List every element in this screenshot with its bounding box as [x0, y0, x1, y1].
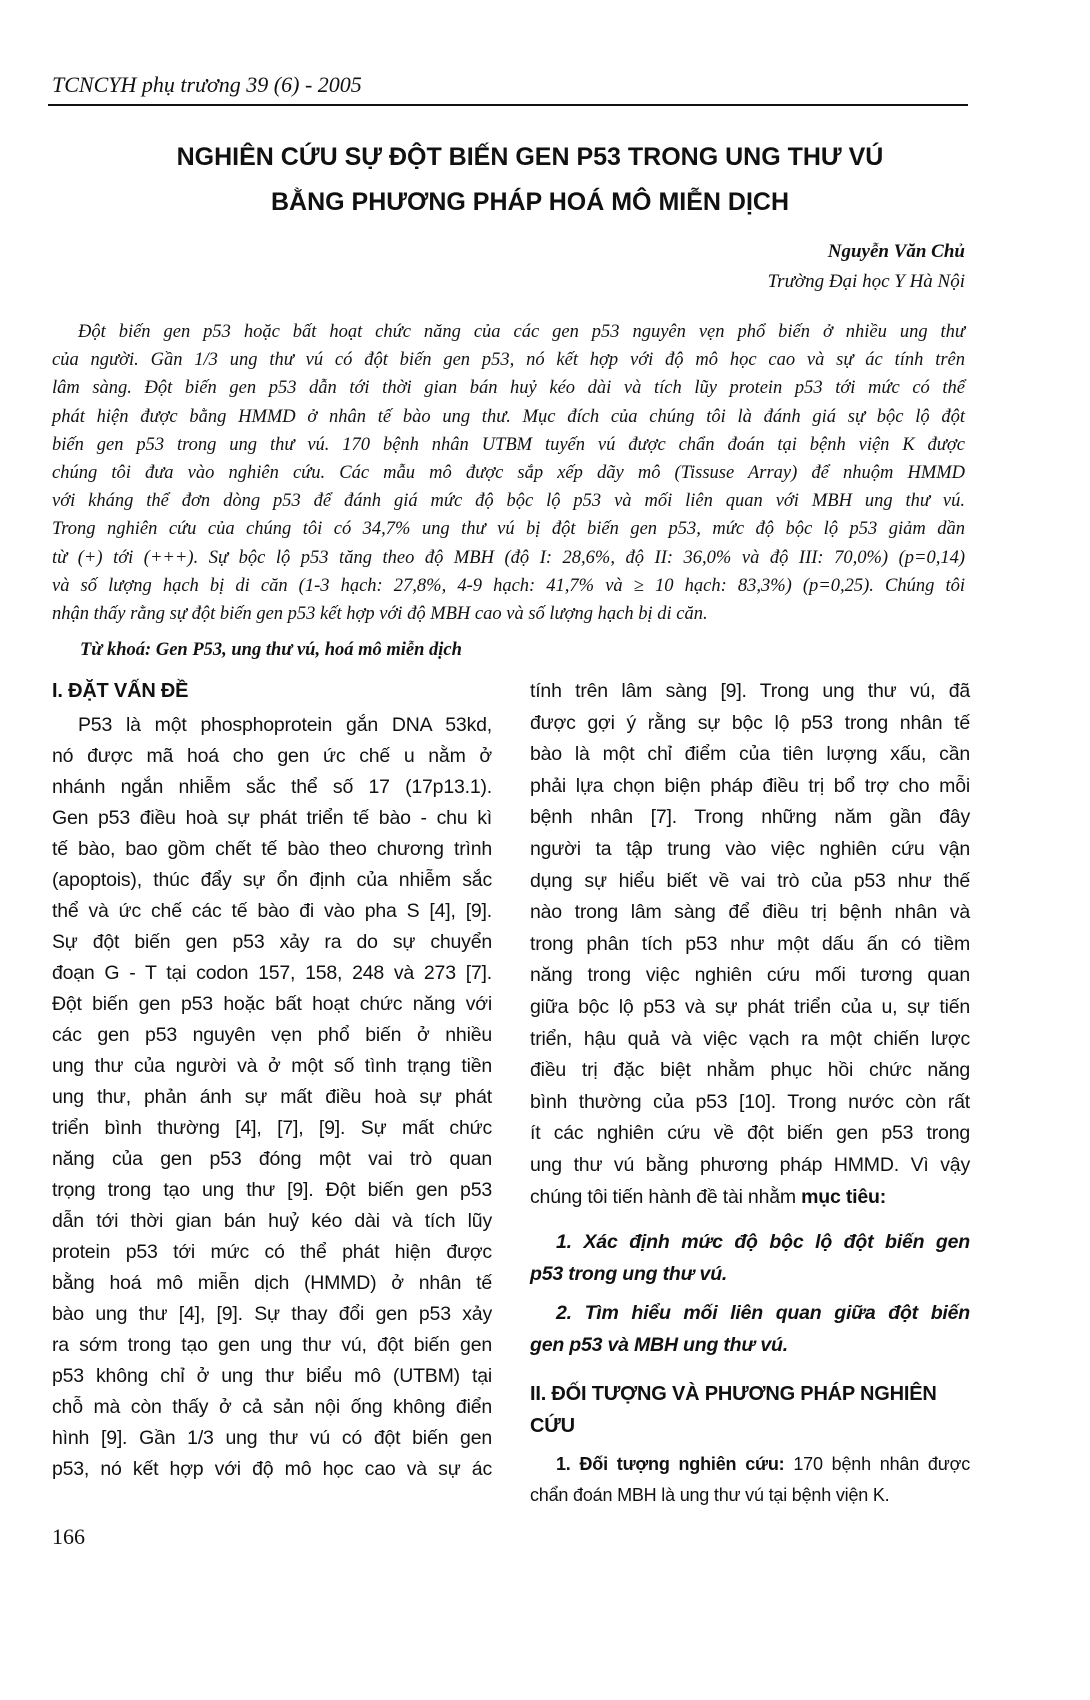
- text-line: p53 không chỉ ở ung thư biểu mô (UTBM) tại: [52, 1365, 492, 1387]
- abstract: [52, 318, 965, 628]
- text-line: bệnh nhân [7]. Trong những năm gần đây: [530, 806, 970, 829]
- left-column: [52, 676, 492, 1485]
- text-line: ung thư của người và ở một số tình trạng tiền: [52, 1055, 492, 1077]
- text-line: năng trong việc nghiên cứu mối tương quan: [530, 964, 970, 987]
- author-affiliation: Trường Đại học Y Hà Nội: [767, 271, 965, 292]
- text-line: các gen p53 nguyên vẹn phổ biến ở nhiều: [52, 1024, 492, 1046]
- text-line: bằng hoá mô miễn dịch (HMMD) ở nhân tế: [52, 1272, 492, 1294]
- right-column: [530, 676, 970, 1512]
- title-line: NGHIÊN CỨU SỰ ĐỘT BIẾN GEN P53 TRONG UNG THƯ VÚ: [176, 143, 884, 171]
- article-title: [60, 135, 1000, 225]
- objective-1: [530, 1227, 970, 1290]
- text-line: lâm sàng. Đột biến gen p53 dẫn tới thời gian bán huỷ kéo dài và tích lũy protein p53 tới mức có thể: [52, 378, 965, 399]
- text-line: II. ĐỐI TƯỢNG VÀ PHƯƠNG PHÁP NGHIÊN: [530, 1383, 937, 1406]
- text-line: ít các nghiên cứu về đột biến gen p53 trong: [530, 1122, 970, 1145]
- text-line: chúng tôi đưa vào nghiên cứu. Các mẫu mô được sắp xếp dãy mô (Tissuse Array) để nhuộm HMMD: [52, 463, 965, 484]
- text-line: triển, hậu quả và việc vạch ra một chiến lược: [530, 1027, 970, 1050]
- text-line: bào ung thư [4], [9]. Sự thay đổi gen p53 xảy: [52, 1303, 492, 1325]
- text-line: và số lượng hạch bị di căn (1-3 hạch: 27,8%, 4-9 hạch: 41,7% và ≥ 10 hạch: 83,3%) (p=0,25). Chúng tôi: [52, 575, 965, 596]
- text-line: (apoptois), thúc đẩy sự ổn định của nhiễm sắc: [52, 869, 492, 891]
- section-heading: I. ĐẶT VẤN ĐỀ: [52, 680, 189, 702]
- text-line: từ (+) tới (+++). Sự bộc lộ p53 tăng theo độ MBH (độ I: 28,6%, độ II: 36,0% và độ III: 70,0%) (p=0,14): [52, 547, 965, 568]
- text-line: p53, nó kết hợp với độ mô học cao và sự ác: [52, 1458, 492, 1480]
- author-block: [768, 237, 965, 297]
- text-line: chỗ mà còn thấy ở cả sản nội ống không điển: [52, 1396, 492, 1418]
- text-line: dẫn tới thời gian bán huỷ kéo dài và tích lũy: [52, 1210, 492, 1232]
- text-line: nhận thấy rằng sự đột biến gen p53 kết hợp với độ MBH cao và số lượng hạch bị di căn.: [52, 604, 708, 625]
- text-line: triển bình thường [4], [7], [9]. Sự mất chức: [52, 1117, 492, 1139]
- text-line: P53 là một phosphoprotein gắn DNA 53kd,: [78, 714, 492, 736]
- text-line: của người. Gần 1/3 ung thư vú có đột biến gen p53, nó kết hợp với độ mô học cao và sự ác tính trên: [52, 350, 965, 371]
- text-segment: 170 bệnh nhân được: [784, 1453, 970, 1474]
- text-line: [530, 1182, 970, 1214]
- text-line: tế bào, bao gồm chết tế bào theo chương trình: [52, 838, 492, 860]
- bold-segment: mục tiêu:: [801, 1185, 887, 1208]
- page-number: 166: [52, 1524, 85, 1549]
- text-line: Trong nghiên cứu của chúng tôi có 34,7% ung thư vú bị đột biến gen p53, mức độ bộc lộ p53 giảm dần: [52, 519, 965, 540]
- header-rule: [48, 104, 968, 106]
- objective-2: [530, 1298, 970, 1361]
- text-line: 2. Tìm hiểu mối liên quan giữa đột biến: [556, 1302, 970, 1325]
- bold-segment: 1. Đối tượng nghiên cứu:: [556, 1453, 785, 1474]
- text-line: dụng sự hiểu biết về vai trò của p53 như thế: [530, 869, 970, 892]
- text-line: p53 trong ung thư vú.: [530, 1262, 728, 1285]
- author-name: Nguyễn Văn Chủ: [827, 241, 965, 262]
- text-line: phải lựa chọn biện pháp điều trị bổ trợ cho mỗi: [530, 774, 970, 797]
- text-line: ung thư vú bằng phương pháp HMMD. Vì vậy: [530, 1153, 970, 1176]
- text-line: với kháng thể đơn dòng p53 để đánh giá mức độ bộc lộ p53 và mối liên quan với MBH ung thư vú.: [52, 491, 965, 512]
- text-line: biến gen p53 trong ung thư vú. 170 bệnh nhân UTBM tuyến vú được chẩn đoán tại bệnh viện K được: [52, 434, 965, 455]
- title-line: BẰNG PHƯƠNG PHÁP HOÁ MÔ MIỄN DỊCH: [270, 188, 790, 216]
- text-line: ung thư, phản ánh sự mất điều hoà sự phát: [52, 1086, 492, 1108]
- text-line: [530, 1449, 970, 1481]
- text-line: Gen p53 điều hoà sự phát triển tế bào - chu kì: [52, 807, 492, 829]
- text-line: bình thường của p53 [10]. Trong nước còn rất: [530, 1090, 970, 1113]
- text-line: phát hiện được bằng HMMD ở nhân tế bào ung thư. Mục đích của chúng tôi là đánh giá sự bộc lộ đột: [52, 406, 965, 427]
- text-line: CỨU: [530, 1415, 575, 1438]
- text-line: nó được mã hoá cho gen ức chế u nằm ở: [52, 745, 492, 767]
- section-heading: [530, 1379, 970, 1442]
- text-line: nào trong lâm sàng để điều trị bệnh nhân và: [530, 901, 970, 924]
- text-line: bào là một chỉ điểm của tiên lượng xấu, cần: [530, 743, 970, 766]
- journal-header: TCNCYH phụ trương 39 (6) - 2005: [52, 72, 362, 97]
- text-line: protein p53 tới mức có thể phát hiện được: [52, 1241, 492, 1263]
- text-segment: chúng tôi tiến hành đề tài nhằm: [530, 1185, 802, 1208]
- text-line: nhánh ngắn nhiễm sắc thể số 17 (17p13.1).: [52, 776, 492, 798]
- text-line: giữa bộc lộ p53 và sự phát triển của u, sự tiến: [530, 995, 970, 1018]
- text-line: chẩn đoán MBH là ung thư vú tại bệnh viện K.: [530, 1485, 890, 1506]
- text-line: Đột biến gen p53 hoặc bất hoạt chức năng với: [52, 993, 492, 1015]
- keywords: Từ khoá: Gen P53, ung thư vú, hoá mô miễn dịch: [80, 640, 462, 660]
- right-column-body: [530, 676, 970, 1182]
- text-line: trong phân tích p53 như một dấu ấn có tiềm: [530, 932, 970, 955]
- text-line: Sự đột biến gen p53 xảy ra do sự chuyển: [52, 931, 492, 953]
- text-line: ra sớm trong tạo gen ung thư vú, đột biến gen: [52, 1334, 492, 1356]
- text-line: đoạn G - T tại codon 157, 158, 248 và 273 [7].: [52, 962, 492, 984]
- text-line: 1. Xác định mức độ bộc lộ đột biến gen: [556, 1231, 970, 1254]
- text-line: năng của gen p53 đóng một vai trò quan: [52, 1148, 492, 1170]
- text-line: người ta tập trung vào việc nghiên cứu vận: [530, 837, 970, 860]
- text-line: Đột biến gen p53 hoặc bất hoạt chức năng của các gen p53 nguyên vẹn phổ biến ở nhiều ung thư: [78, 322, 965, 342]
- text-line: hình [9]. Gần 1/3 ung thư vú có đột biến gen: [52, 1427, 492, 1449]
- subject-paragraph: [530, 1449, 970, 1512]
- text-line: điều trị đặc biệt nhằm phục hồi chức năng: [530, 1059, 970, 1082]
- text-line: được gợi ý rằng sự bộc lộ p53 trong nhân tế: [530, 711, 970, 734]
- text-line: tính trên lâm sàng [9]. Trong ung thư vú, đã: [530, 680, 970, 702]
- text-line: gen p53 và MBH ung thư vú.: [530, 1333, 788, 1356]
- text-line: trọng trong tạo ung thư [9]. Đột biến gen p53: [52, 1179, 492, 1201]
- section1-body: [52, 710, 492, 1485]
- text-line: thể và ức chế các tế bào đi vào pha S [4], [9].: [52, 900, 492, 922]
